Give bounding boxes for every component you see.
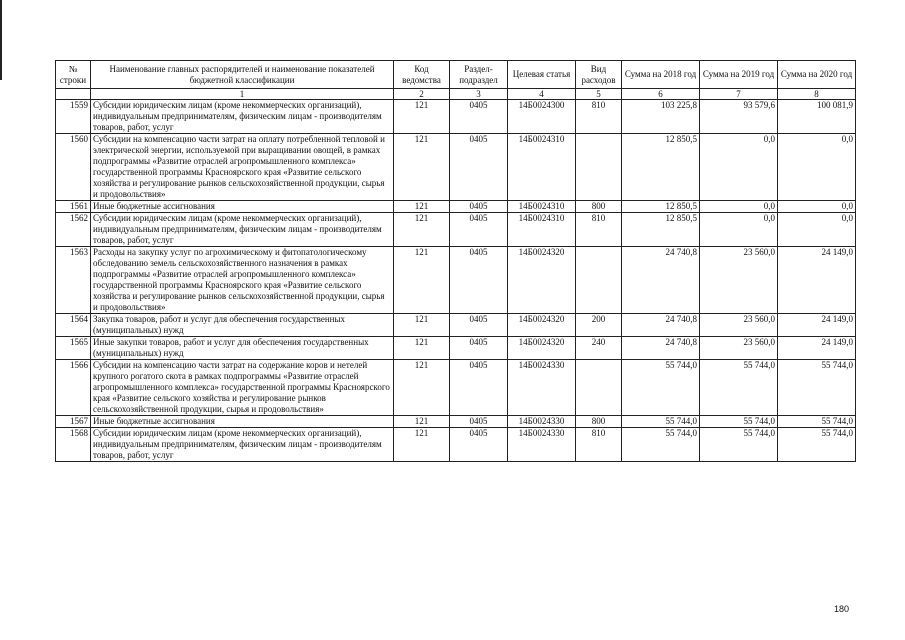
budget-table (55, 60, 856, 462)
table-row (56, 100, 856, 134)
table-body (56, 100, 856, 462)
row-target-article: 14Б0024330 (508, 360, 576, 416)
row-department-code: 121 (394, 428, 450, 462)
table-row (56, 213, 856, 247)
row-sum-2019: 93 579,6 (700, 100, 778, 134)
column-number-row (56, 89, 856, 100)
row-department-code: 121 (394, 100, 450, 134)
column-number: 1 (91, 89, 394, 100)
table-row (56, 314, 856, 337)
row-sum-2019: 0,0 (700, 213, 778, 247)
table-row (56, 134, 856, 201)
row-target-article: 14Б0024300 (508, 100, 576, 134)
row-expense-type: 800 (576, 201, 622, 213)
row-number: 1562 (56, 213, 91, 247)
row-name: Субсидии юридическим лицам (кроме некоммерческих организаций), индивидуальным предпринимателям, физическим лицам - производителям товаров, работ, услуг (91, 100, 394, 134)
row-target-article: 14Б0024310 (508, 134, 576, 201)
row-sum-2019: 0,0 (700, 201, 778, 213)
row-target-article: 14Б0024320 (508, 337, 576, 360)
table-row (56, 416, 856, 428)
row-name: Субсидии на компенсацию части затрат на содержание коров и нетелей крупного рогатого скота в рамках подпрограммы «Развитие отраслей агропромышленного комплекса» государственной программы Красноярского края «Развитие сельского хозяйства и регулирование рынков сельскохозяйственной продукции, сырья и продовольствия» (91, 360, 394, 416)
row-number: 1564 (56, 314, 91, 337)
row-number: 1563 (56, 247, 91, 314)
row-expense-type: 810 (576, 100, 622, 134)
column-number: 5 (576, 89, 622, 100)
row-name: Субсидии юридическим лицам (кроме некоммерческих организаций), индивидуальным предпринимателям, физическим лицам - производителям товаров, работ, услуг (91, 213, 394, 247)
row-sum-2018: 24 740,8 (622, 337, 700, 360)
row-department-code: 121 (394, 213, 450, 247)
row-section: 0405 (450, 134, 508, 201)
table-row (56, 360, 856, 416)
row-target-article: 14Б0024330 (508, 416, 576, 428)
column-number (56, 89, 91, 100)
table-row (56, 247, 856, 314)
column-number: 8 (778, 89, 856, 100)
row-target-article: 14Б0024310 (508, 201, 576, 213)
table-row (56, 428, 856, 462)
header-expense-type: Вид расходов (576, 61, 622, 89)
row-section: 0405 (450, 201, 508, 213)
row-name: Иные бюджетные ассигнования (91, 416, 394, 428)
row-number: 1566 (56, 360, 91, 416)
row-sum-2018: 55 744,0 (622, 416, 700, 428)
row-sum-2018: 24 740,8 (622, 314, 700, 337)
row-sum-2019: 23 560,0 (700, 247, 778, 314)
row-number: 1560 (56, 134, 91, 201)
header-sum-2018: Сумма на 2018 год (622, 61, 700, 89)
row-sum-2020: 55 744,0 (778, 428, 856, 462)
row-sum-2020: 55 744,0 (778, 360, 856, 416)
row-sum-2019: 0,0 (700, 134, 778, 201)
column-number: 4 (508, 89, 576, 100)
header-sum-2019: Сумма на 2019 год (700, 61, 778, 89)
row-name: Расходы на закупку услуг по агрохимическому и фитопатологическому обследованию земель сельскохозяйственного назначения в рамках подпрограммы «Развитие отраслей агропромышленного комплекса» государственной программы Красноярского края «Развитие сельского хозяйства и регулирование рынков сельскохозяйственной продукции, сырья и продовольствия» (91, 247, 394, 314)
row-sum-2020: 55 744,0 (778, 416, 856, 428)
row-target-article: 14Б0024320 (508, 314, 576, 337)
header-section: Раздел-подраздел (450, 61, 508, 89)
page-number: 180 (834, 604, 850, 614)
row-sum-2020: 0,0 (778, 213, 856, 247)
row-expense-type (576, 247, 622, 314)
row-name: Иные закупки товаров, работ и услуг для обеспечения государственных (муниципальных) нужд (91, 337, 394, 360)
row-number: 1561 (56, 201, 91, 213)
row-sum-2020: 100 081,9 (778, 100, 856, 134)
row-section: 0405 (450, 416, 508, 428)
table-header-row (56, 61, 856, 89)
row-department-code: 121 (394, 416, 450, 428)
row-sum-2020: 24 149,0 (778, 247, 856, 314)
row-sum-2020: 0,0 (778, 134, 856, 201)
row-sum-2018: 12 850,5 (622, 134, 700, 201)
row-sum-2018: 55 744,0 (622, 360, 700, 416)
row-target-article: 14Б0024320 (508, 247, 576, 314)
row-target-article: 14Б0024310 (508, 213, 576, 247)
row-sum-2019: 23 560,0 (700, 314, 778, 337)
column-number: 7 (700, 89, 778, 100)
table-row (56, 337, 856, 360)
scan-edge-mark (0, 0, 2, 80)
row-expense-type: 200 (576, 314, 622, 337)
row-sum-2019: 55 744,0 (700, 416, 778, 428)
row-sum-2019: 55 744,0 (700, 428, 778, 462)
row-department-code: 121 (394, 337, 450, 360)
row-department-code: 121 (394, 201, 450, 213)
row-section: 0405 (450, 247, 508, 314)
header-target-article: Целевая статья (508, 61, 576, 89)
row-sum-2018: 24 740,8 (622, 247, 700, 314)
column-number: 3 (450, 89, 508, 100)
header-name: Наименование главных распорядителей и наименование показателей бюджетной классификации (91, 61, 394, 89)
row-department-code: 121 (394, 134, 450, 201)
row-expense-type: 800 (576, 416, 622, 428)
row-sum-2018: 12 850,5 (622, 213, 700, 247)
row-sum-2019: 55 744,0 (700, 360, 778, 416)
row-name: Субсидии на компенсацию части затрат на оплату потребленной тепловой и электрической энергии, используемой при выращивании овощей, в рамках подпрограммы «Развитие отраслей агропромышленного комплекса» государственной программы Красноярского края «Развитие сельского хозяйства и регулирование рынков сельскохозяйственной продукции, сырья и продовольствия» (91, 134, 394, 201)
row-expense-type: 240 (576, 337, 622, 360)
row-expense-type: 810 (576, 428, 622, 462)
column-number: 6 (622, 89, 700, 100)
row-expense-type: 810 (576, 213, 622, 247)
row-section: 0405 (450, 337, 508, 360)
row-sum-2018: 55 744,0 (622, 428, 700, 462)
row-name: Закупка товаров, работ и услуг для обеспечения государственных (муниципальных) нужд (91, 314, 394, 337)
row-number: 1567 (56, 416, 91, 428)
row-section: 0405 (450, 213, 508, 247)
row-sum-2018: 103 225,8 (622, 100, 700, 134)
row-department-code: 121 (394, 314, 450, 337)
row-number: 1565 (56, 337, 91, 360)
row-number: 1559 (56, 100, 91, 134)
row-section: 0405 (450, 100, 508, 134)
row-number: 1568 (56, 428, 91, 462)
row-section: 0405 (450, 360, 508, 416)
header-department-code: Код ведомства (394, 61, 450, 89)
column-number: 2 (394, 89, 450, 100)
row-name: Субсидии юридическим лицам (кроме некоммерческих организаций), индивидуальным предпринимателям, физическим лицам - производителям товаров, работ, услуг (91, 428, 394, 462)
row-section: 0405 (450, 428, 508, 462)
row-sum-2020: 0,0 (778, 201, 856, 213)
row-sum-2020: 24 149,0 (778, 314, 856, 337)
row-department-code: 121 (394, 247, 450, 314)
header-row-number: № строки (56, 61, 91, 89)
row-name: Иные бюджетные ассигнования (91, 201, 394, 213)
row-expense-type (576, 134, 622, 201)
row-target-article: 14Б0024330 (508, 428, 576, 462)
header-sum-2020: Сумма на 2020 год (778, 61, 856, 89)
row-sum-2020: 24 149,0 (778, 337, 856, 360)
row-department-code: 121 (394, 360, 450, 416)
row-section: 0405 (450, 314, 508, 337)
table-row (56, 201, 856, 213)
row-expense-type (576, 360, 622, 416)
row-sum-2019: 23 560,0 (700, 337, 778, 360)
row-sum-2018: 12 850,5 (622, 201, 700, 213)
